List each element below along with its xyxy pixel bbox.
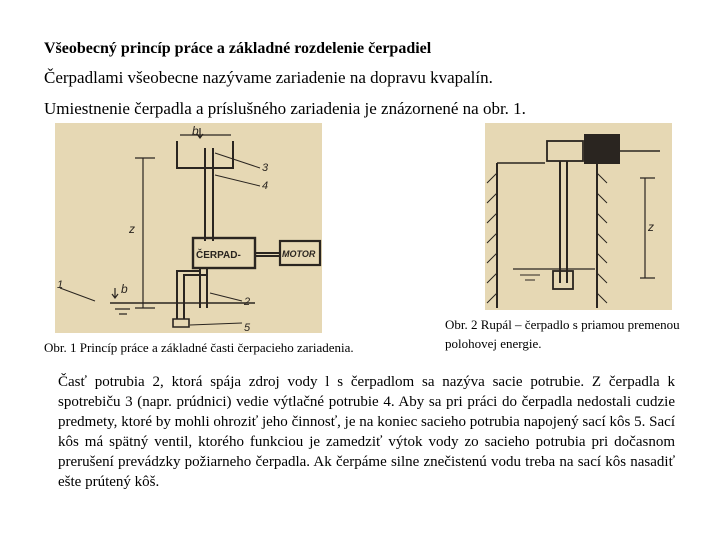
label-pump: ČERPAD- (196, 250, 241, 261)
foot-valve (553, 271, 573, 289)
ram-block (585, 135, 619, 163)
label-4: 4 (262, 180, 269, 192)
suction-basket (173, 319, 189, 327)
shaft (255, 253, 280, 256)
leader-2 (210, 293, 242, 301)
ram-cylinder (547, 141, 583, 161)
page-title: Všeobecný princíp práce a základné rozdelenie čerpadiel (44, 40, 432, 57)
label-b-top: b (192, 124, 199, 138)
suction-pipe (177, 268, 207, 319)
intro-line-1: Čerpadlami všeobecne nazývame zariadenie na dopravu kvapalín. (44, 68, 493, 87)
label-b-bottom: b (121, 282, 128, 296)
label-motor: MOTOR (282, 249, 316, 259)
leader-4 (215, 175, 260, 186)
figure-2-ram-pump-diagram (485, 123, 672, 310)
body-paragraph: Časť potrubia 2, ktorá spája zdroj vody l s čerpadlom sa nazýva sacie potrubie. Z čerpadla k spotrebiču 3 (napr. prúdnici) vedie výtlačné potrubie 4. Aby sa pri práci do čerpadla nedostali cudzie predmety, ktoré by mohli ohroziť jeho činnosť, je na koniec sacieho potrubia napojený sací kôs 5. Sací kôs má spätný ventil, ktorého funkciou je zamedziť výtok vody zo sacieho potrubia pri dočasnom prerušení prevádzky požiarneho čerpadla. Ak čerpáme silne znečistenú vodu treba na sací kôs nasadiť ešte prútený kôš. (58, 374, 675, 490)
label-z: z (129, 222, 135, 236)
figure-1-pump-diagram (55, 123, 322, 333)
label-5: 5 (244, 322, 251, 333)
leader-3 (215, 153, 260, 168)
discharge-pipe (205, 148, 213, 241)
label-2: 2 (244, 296, 251, 308)
figure-2-caption: Obr. 2 Rupál – čerpadlo s priamou premenou polohovej energie. (445, 317, 680, 351)
leader-5 (190, 323, 242, 325)
label-3: 3 (262, 162, 269, 174)
label-z: z (648, 220, 654, 234)
leader-1 (60, 288, 95, 301)
intro-line-2: Umiestnenie čerpadla a príslušného zariadenia je znázornené na obr. 1. (44, 99, 526, 118)
rod (560, 161, 567, 283)
label-1: 1 (57, 279, 64, 291)
figure-1-caption: Obr. 1 Princíp práce a základné časti čerpacieho zariadenia. (44, 340, 354, 355)
